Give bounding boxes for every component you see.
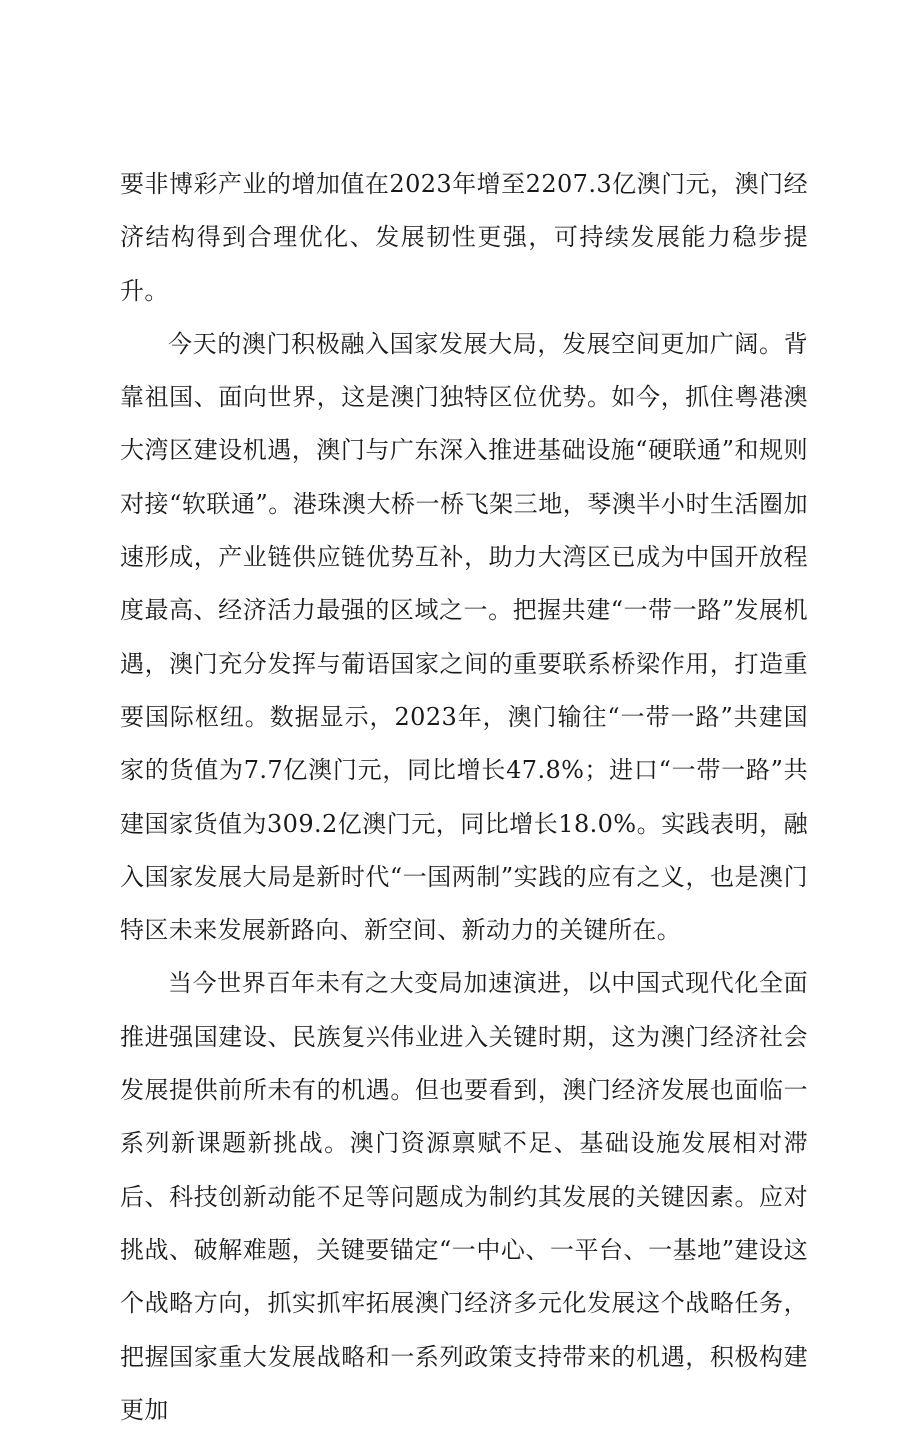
paragraph-1: 要非博彩产业的增加值在2023年增至2207.3亿澳门元，澳门经济结构得到合理优化、发展韧性更强，可持续发展能力稳步提升。 (120, 170, 808, 305)
paragraph-2: 今天的澳门积极融入国家发展大局，发展空间更加广阔。背靠祖国、面向世界，这是澳门独特区位优势。如今，抓住粤港澳大湾区建设机遇，澳门与广东深入推进基础设施“硬联通”和规则对接“软联通”。港珠澳大桥一桥飞架三地，琴澳半小时生活圈加速形成，产业链供应链优势互补，助力大湾区已成为中国开放程度最高、经济活力最强的区域之一。把握共建“一带一路”发展机遇，澳门充分发挥与葡语国家之间的重要联系桥梁作用，打造重要国际枢纽。数据显示，2023年，澳门输往“一带一路”共建国家的货值为7.7亿澳门元，同比增长47.8%；进口“一带一路”共建国家货值为309.2亿澳门元，同比增长18.0%。实践表明，融入国家发展大局是新时代“一国两制”实践的应有之义，也是澳门特区未来发展新路向、新空间、新动力的关键所在。 (120, 329, 808, 945)
document-body (120, 158, 808, 1437)
paragraph-3: 当今世界百年未有之大变局加速演进，以中国式现代化全面推进强国建设、民族复兴伟业进入关键时期，这为澳门经济社会发展提供前所未有的机遇。但也要看到，澳门经济发展也面临一系列新课题新挑战。澳门资源禀赋不足、基础设施发展相对滞后、科技创新动能不足等问题成为制约其发展的关键因素。应对挑战、破解难题，关键要锚定“一中心、一平台、一基地”建设这个战略方向，抓实抓牢拓展澳门经济多元化发展这个战略任务，把握国家重大发展战略和一系列政策支持带来的机遇，积极构建更加 (120, 969, 808, 1424)
